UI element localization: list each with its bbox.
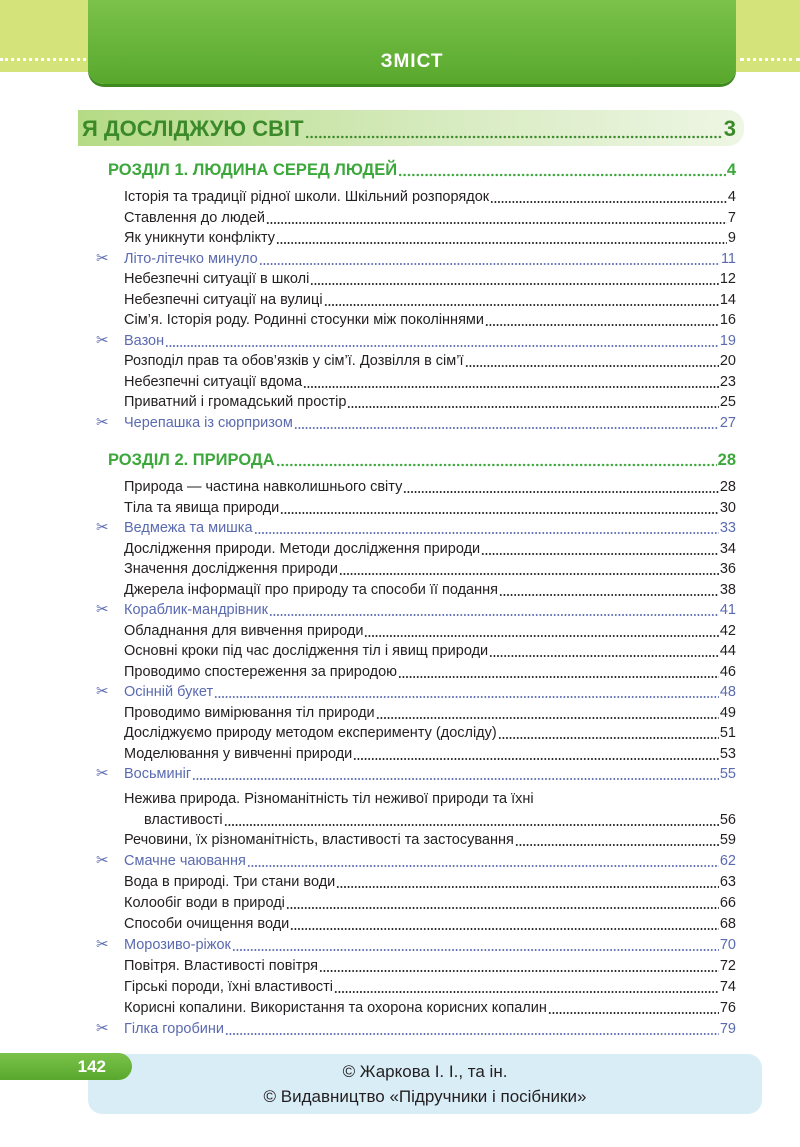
toc-craft-item[interactable]: Черепашка із сюрпризом 27 (124, 414, 736, 431)
toc-item[interactable]: Речовини, їх різноманітність, властивості та застосування 59 (124, 832, 736, 848)
copyright-publisher: © Видавництво «Підручники і посібники» (263, 1087, 587, 1106)
dotted-line-right (740, 58, 800, 61)
toc-craft-item[interactable]: Гілка горобини 79 (124, 1021, 736, 1037)
toc-item[interactable]: Історія та традиції рідної школи. Шкільний розпорядок 4 (124, 189, 736, 205)
toc-item[interactable]: Повітря. Властивості повітря 72 (124, 958, 736, 974)
page-title: ЗМІСТ (88, 0, 736, 84)
toc-craft-item[interactable]: Морозиво-ріжок 70 (124, 937, 736, 953)
scissors-icon: ✂ (96, 413, 109, 431)
header-band-left (0, 0, 96, 72)
scissors-icon: ✂ (96, 601, 109, 618)
toc-item[interactable]: Колообіг води в природі 66 (124, 895, 736, 911)
section-page: 4 (726, 161, 736, 179)
toc-item[interactable]: Небезпечні ситуації вдома 23 (124, 373, 736, 390)
toc-item[interactable]: Приватний і громадський простір 25 (124, 394, 736, 410)
toc-item[interactable]: Ставлення до людей 7 (124, 209, 736, 226)
scissors-icon: ✂ (96, 249, 109, 267)
scissors-icon: ✂ (96, 331, 109, 349)
toc-item[interactable]: Небезпечні ситуації на вулиці 14 (124, 291, 736, 308)
scissors-icon: ✂ (96, 683, 109, 700)
toc-item[interactable]: Тіла та явища природи 30 (124, 499, 736, 516)
section-title: РОЗДІЛ 1. ЛЮДИНА СЕРЕД ЛЮДЕЙ (108, 161, 398, 179)
toc-craft-item[interactable]: Ведмежа та мишка 33 (124, 520, 736, 536)
toc-item[interactable]: Небезпечні ситуації в школі 12 (124, 271, 736, 287)
header-band-right (730, 0, 800, 72)
part-page: 3 (723, 116, 736, 141)
dotted-line-left (0, 58, 86, 61)
toc-section-1[interactable] (108, 160, 736, 180)
toc-item[interactable]: Як уникнути конфлікту 9 (124, 230, 736, 246)
toc-item[interactable]: Розподіл прав та обов’язків у сім’ї. Дозвілля в сім’ї 20 (124, 353, 736, 369)
toc-item[interactable]: Дослідження природи. Методи дослідження природи 34 (124, 540, 736, 557)
scissors-icon: ✂ (96, 1020, 109, 1037)
toc-item-wrapped[interactable]: Нежива природа. Різноманітність тіл неживої природи та їхні властивості 56 (124, 791, 736, 828)
toc-craft-item[interactable]: Кораблик-мандрівник 41 (124, 602, 736, 618)
toc-item[interactable]: Природа — частина навколишнього світу 28 (124, 479, 736, 495)
scissors-icon: ✂ (96, 765, 109, 782)
copyright-authors: © Жаркова І. І., та ін. (342, 1062, 508, 1081)
toc-item[interactable]: Вода в природі. Три стани води 63 (124, 874, 736, 890)
toc-item[interactable]: Сім’я. Історія роду. Родинні стосунки між поколіннями 16 (124, 312, 736, 328)
section-page: 28 (717, 451, 736, 469)
toc-item[interactable]: Значення дослідження природи 36 (124, 561, 736, 577)
toc-item[interactable]: Джерела інформації про природу та способи її подання 38 (124, 581, 736, 598)
toc-item[interactable]: Основні кроки під час дослідження тіл і явищ природи 44 (124, 643, 736, 659)
scissors-icon: ✂ (96, 519, 109, 536)
section-title: РОЗДІЛ 2. ПРИРОДА (108, 451, 275, 469)
toc-item[interactable]: Проводимо вимірювання тіл природи 49 (124, 704, 736, 721)
toc-section-2[interactable] (108, 450, 736, 470)
toc-item[interactable]: Гірські породи, їхні властивості 74 (124, 979, 736, 995)
page-number: 142 (0, 1053, 132, 1080)
toc-item[interactable]: Проводимо спостереження за природою 46 (124, 663, 736, 680)
toc-part[interactable] (82, 116, 736, 142)
part-title: Я ДОСЛІДЖУЮ СВІТ (82, 116, 304, 141)
toc-craft-item[interactable]: Смачне чаювання 62 (124, 853, 736, 869)
toc-craft-item[interactable]: Вазон 19 (124, 332, 736, 349)
toc-item[interactable]: Корисні копалини. Використання та охорона корисних копалин 76 (124, 1000, 736, 1016)
toc-item[interactable]: Способи очищення води 68 (124, 916, 736, 932)
scissors-icon: ✂ (96, 852, 109, 869)
scissors-icon: ✂ (96, 936, 109, 953)
toc-item[interactable]: Досліджуємо природу методом експерименту (досліду) 51 (124, 725, 736, 741)
toc-craft-item[interactable]: Осінній букет 48 (124, 684, 736, 700)
toc-item[interactable]: Моделювання у вивченні природи 53 (124, 745, 736, 762)
toc-craft-item[interactable]: Восьминіг 55 (124, 766, 736, 782)
toc-craft-item[interactable]: Літо-літечко минуло 11 (124, 250, 736, 267)
toc-item[interactable]: Обладнання для вивчення природи 42 (124, 622, 736, 639)
